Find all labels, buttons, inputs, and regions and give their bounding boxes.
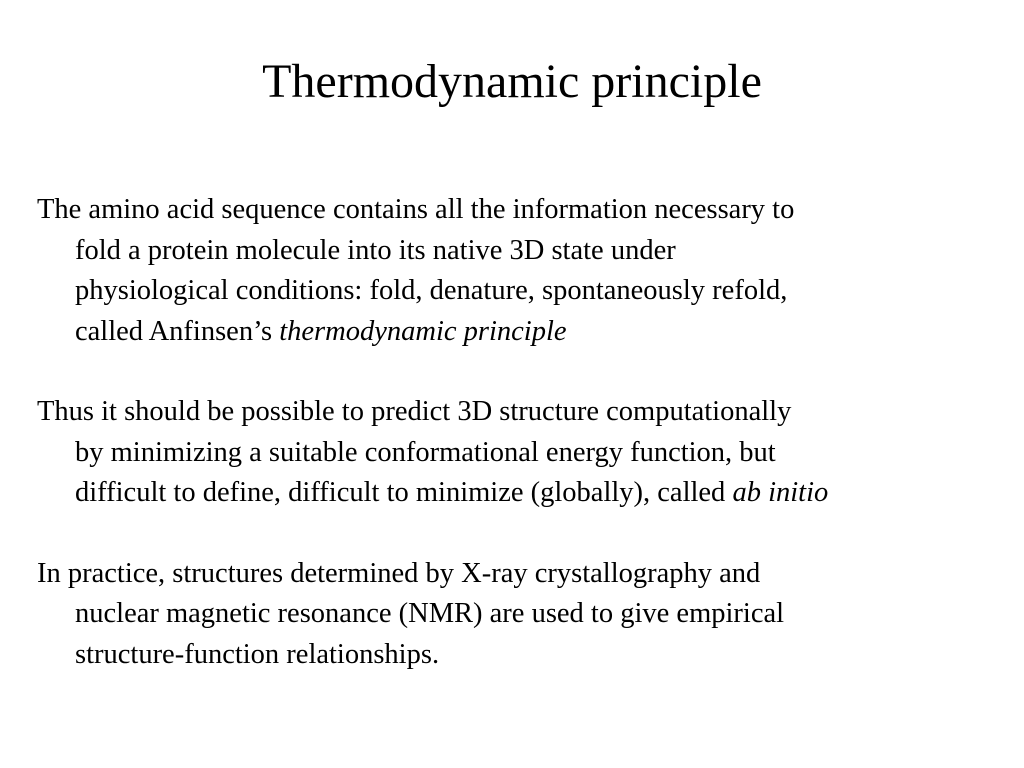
text-line: nuclear magnetic resonance (NMR) are used to give empirical [75,598,785,629]
emphasized-term: ab initio [732,477,829,508]
text-line-with-emphasis [0,473,1024,514]
text-fragment: called Anfinsen’s [75,315,280,347]
paragraph-anfinsen [0,190,1024,352]
paragraph-ab-initio [0,392,1024,514]
text-line: by minimizing a suitable conformational energy function, but [75,436,776,468]
text-line: The amino acid sequence contains all the information necessary to [37,194,795,225]
text-line: In practice, structures determined by X-ray crystallography and [37,557,761,589]
slide-body [0,190,1024,715]
emphasized-term: thermodynamic principle [279,315,567,347]
text-line-with-emphasis [0,312,1024,353]
text-fragment: difficult to define, difficult to minimize (globally), called [75,477,733,508]
text-line: Thus it should be possible to predict 3D structure computationally [37,396,792,427]
text-line: fold a protein molecule into its native 3D state under [75,234,676,266]
paragraph-in-practice [0,554,1024,676]
text-line: structure-function relationships. [75,638,440,670]
slide-title: Thermodynamic principle [262,55,762,108]
text-line: physiological conditions: fold, denature, spontaneously refold, [75,275,788,306]
